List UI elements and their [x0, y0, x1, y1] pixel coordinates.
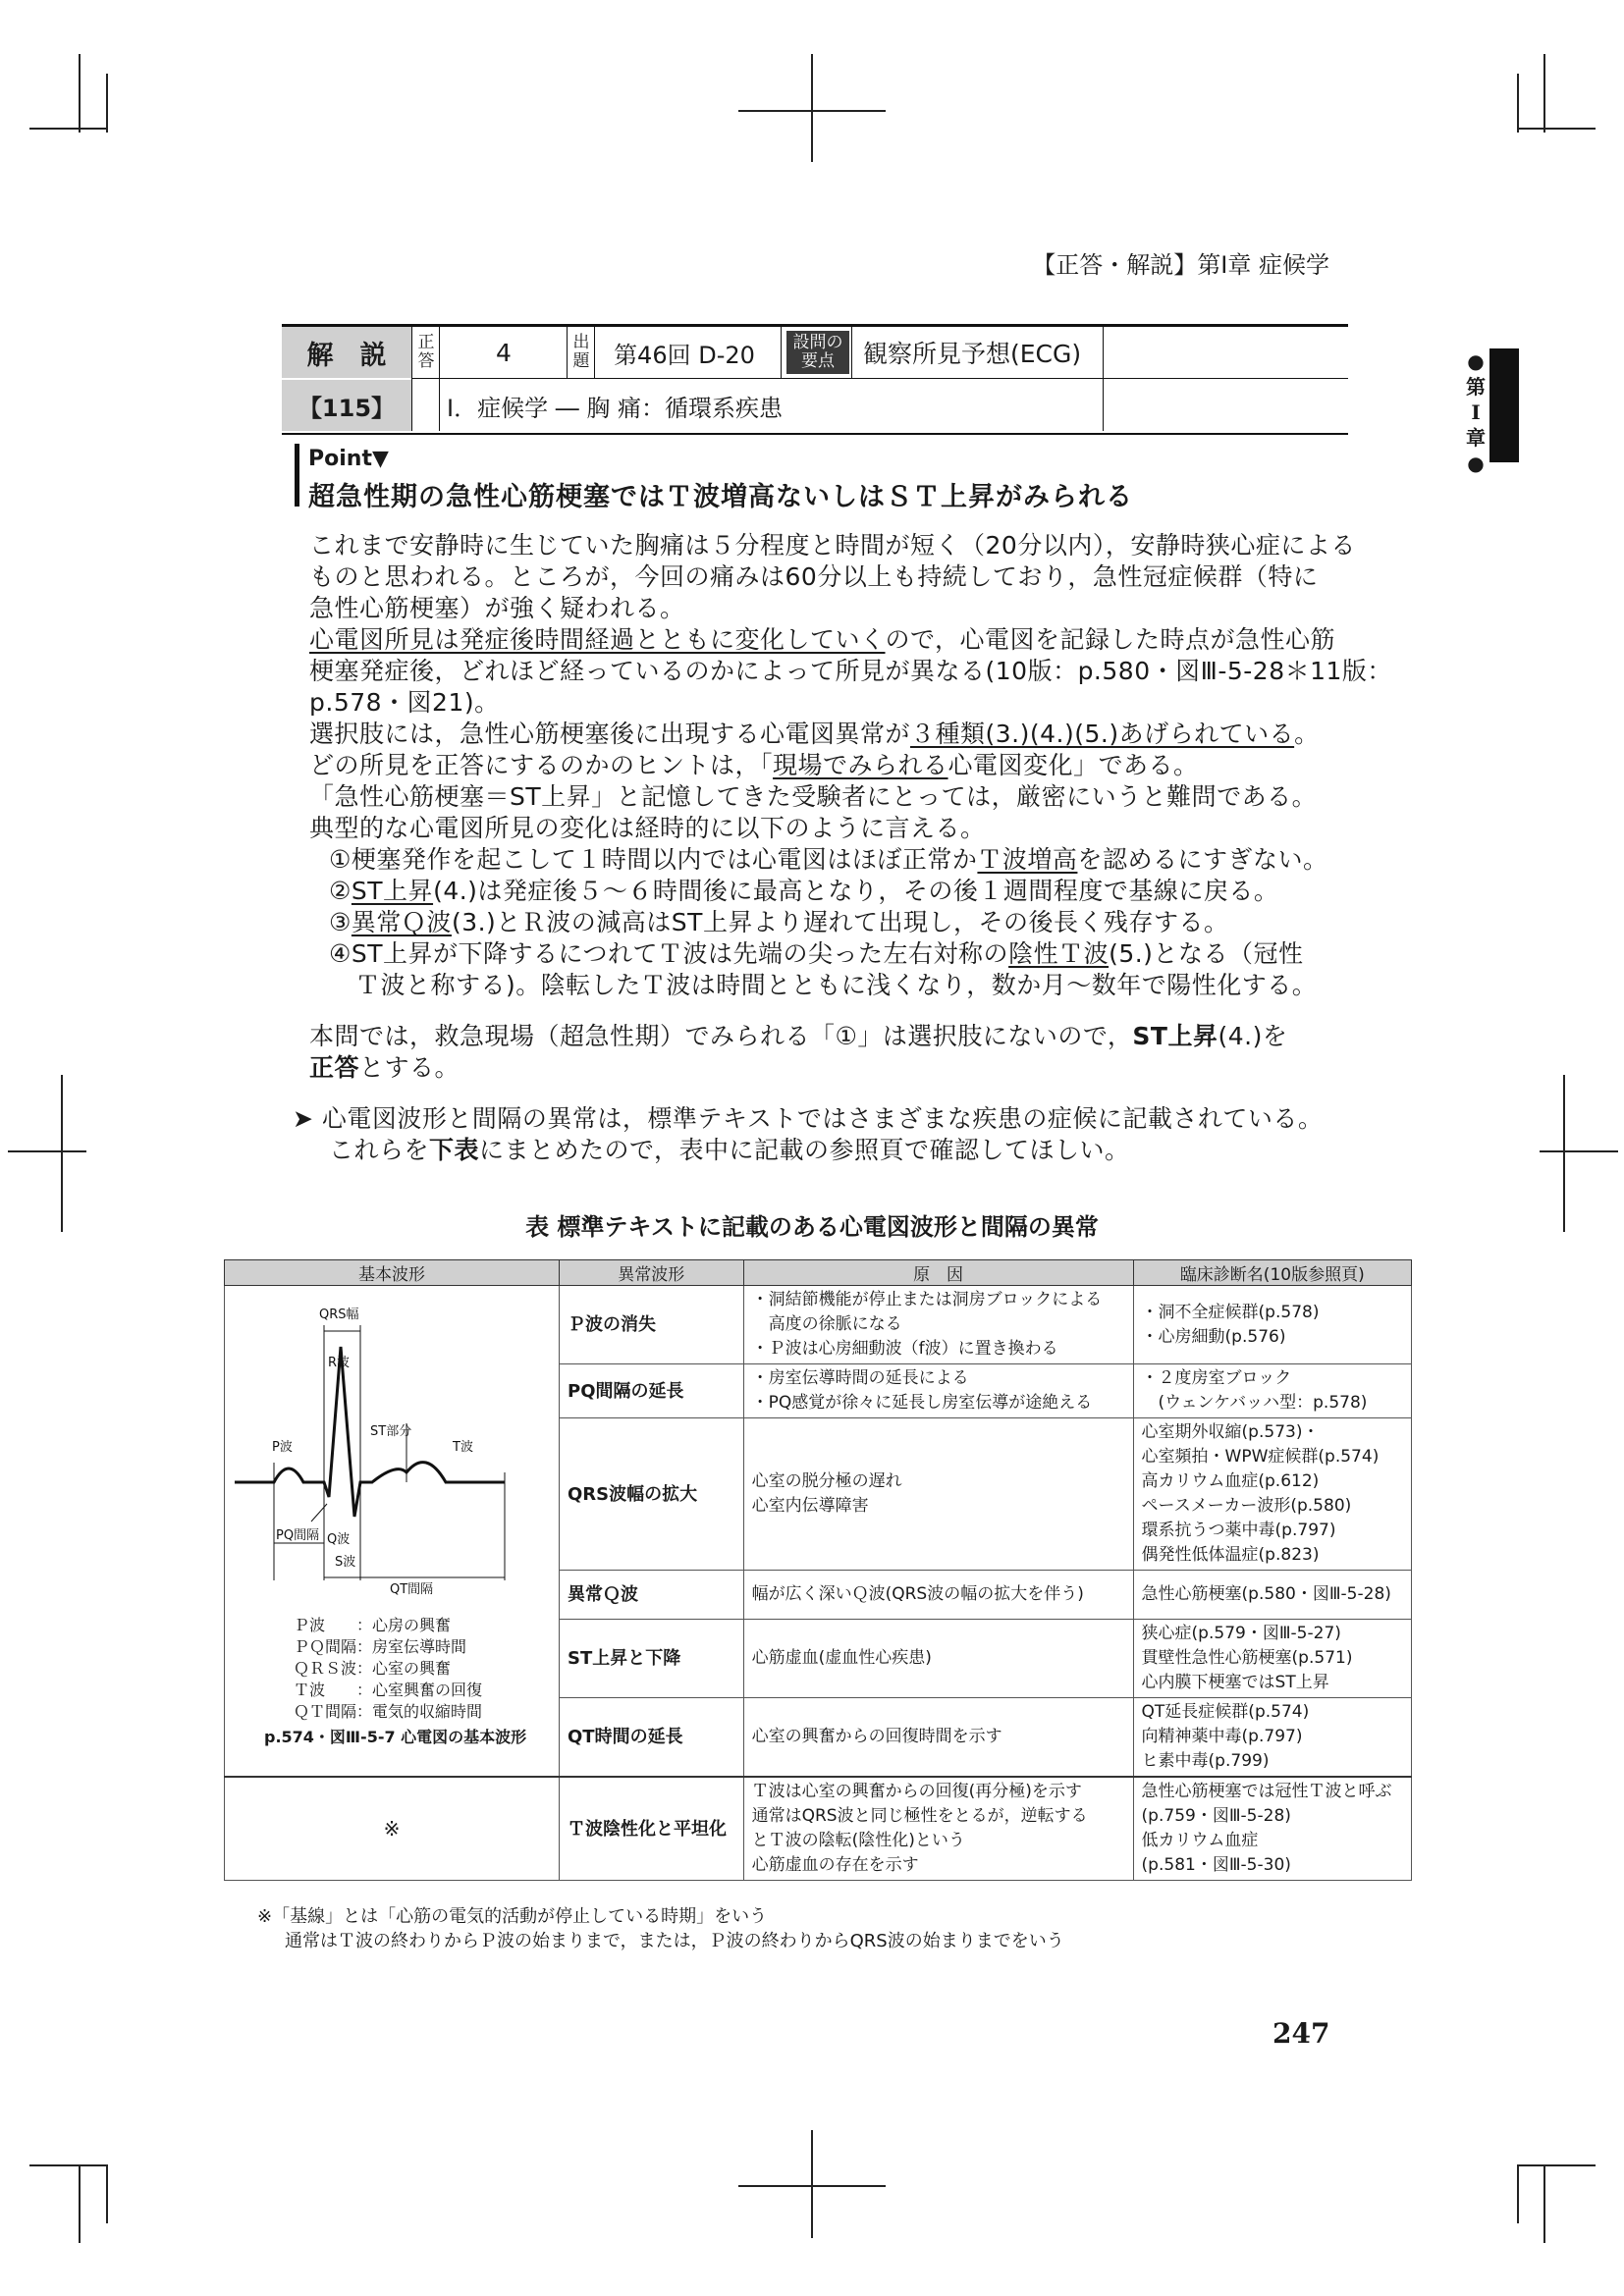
- note-line: ➤ 心電図波形と間隔の異常は，標準テキストではさまざまな疾患の症候に記載されている。: [293, 1104, 1324, 1133]
- diagnosis-line: ・心房細動(p.576): [1141, 1326, 1286, 1347]
- text: にまとめたので，表中に記載の参照頁で確認してほしい。: [479, 1136, 1130, 1164]
- cause-line: 心室内伝導障害: [751, 1496, 869, 1516]
- emphasis: ST上昇: [1132, 1022, 1218, 1050]
- answer-value: 4: [496, 338, 512, 367]
- text: 。: [1294, 720, 1320, 748]
- cause-line: ・PQ感覚が徐々に延長し房室伝導が途絶える: [751, 1393, 1093, 1413]
- emphasis: 心電図所見は発症後時間経過とともに変化していく: [309, 625, 886, 654]
- abnormal-name: Ｐ波の消失: [560, 1286, 744, 1364]
- cause-line: ・洞結節機能が停止または洞房ブロックによる: [751, 1290, 1103, 1309]
- figure-cell: [225, 1286, 560, 1778]
- label-s-wave: S波: [335, 1555, 356, 1570]
- list-item: [329, 903, 1228, 938]
- abnormal-name: ST上昇と下降: [560, 1620, 744, 1698]
- legend-line: ＰＱ間隔：房室伝導時間: [294, 1637, 467, 1656]
- footnote: 通常はＴ波の終わりからＰ波の始まりまで，または，Ｐ波の終わりからQRS波の始まりまでをいう: [285, 1931, 1064, 1951]
- abnormal-name: QT時間の延長: [560, 1698, 744, 1778]
- diagnosis-line: ・２度房室ブロック: [1141, 1368, 1292, 1388]
- diagnosis-line: ・洞不全症候群(p.578): [1141, 1302, 1320, 1322]
- asterisk-cell: ※: [225, 1777, 560, 1881]
- exam-id: 第46回 D-20: [614, 341, 755, 369]
- emphasis: 陰性Ｔ波: [1008, 939, 1110, 968]
- label-r-wave: R波: [328, 1356, 351, 1370]
- text: (4.)を: [1218, 1022, 1288, 1050]
- category: Ⅰ．症候学 ― 胸 痛：循環系疾患: [447, 394, 783, 422]
- kaisetsu-label: 解 説: [282, 327, 411, 378]
- cause-cell: [743, 1698, 1133, 1778]
- cause-line: ・Ｐ波は心房細動波（f波）に置き換わる: [751, 1339, 1058, 1359]
- diagnosis-line: (p.581・図Ⅲ-5-30): [1141, 1855, 1291, 1875]
- list-item-cont: Ｔ波と称する)。陰転したＴ波は時間とともに浅くなり，数か月～数年で陽性化する。: [355, 971, 1318, 999]
- cause-line: 心室の興奮からの回復時間を示す: [751, 1727, 1002, 1746]
- note-line: [329, 1131, 1130, 1166]
- table-row: [225, 1777, 1412, 1881]
- diagnosis-line: 高カリウム血症(p.612): [1141, 1471, 1320, 1491]
- emphasis: 現場でみられる: [773, 751, 948, 779]
- cause-cell: [743, 1364, 1133, 1418]
- ecg-table: [224, 1259, 1412, 1881]
- emphasis: 下表: [429, 1136, 480, 1164]
- body-line: [309, 1048, 460, 1084]
- diagnosis-line: (ウェンケバッハ型：p.578): [1141, 1393, 1368, 1413]
- list-item: [329, 872, 1278, 907]
- diagnosis-cell: [1133, 1571, 1411, 1620]
- label-p-wave: P波: [272, 1440, 293, 1455]
- cause-line: 心筋虚血(虚血性心疾患): [751, 1648, 932, 1668]
- diagnosis-line: 心室頻拍・WPW症候群(p.574): [1141, 1447, 1380, 1467]
- table-row: [225, 1286, 1412, 1364]
- col-header: 基本波形: [225, 1260, 560, 1286]
- text: これらを: [329, 1136, 430, 1164]
- cause-line: とＴ波の陰転(陰性化)という: [751, 1831, 965, 1850]
- diagnosis-line: ペースメーカー波形(p.580): [1141, 1496, 1352, 1516]
- cause-cell: [743, 1418, 1133, 1571]
- body-line: p.578・図21)。: [309, 688, 500, 717]
- cause-line: 高度の徐脈になる: [751, 1314, 902, 1334]
- text: ので，心電図を記録した時点が急性心筋: [885, 625, 1336, 654]
- abnormal-name: Ｔ波陰性化と平坦化: [560, 1777, 744, 1881]
- diagnosis-cell: [1133, 1286, 1411, 1364]
- emphasis: 異常Ｑ波: [351, 908, 452, 936]
- label-qrs-width: QRS幅: [319, 1308, 359, 1322]
- label-st-segment: ST部分: [370, 1424, 412, 1439]
- cause-line: 通常はQRS波と同じ極性をとるが，逆転する: [751, 1806, 1088, 1826]
- body-line: これまで安静時に生じていた胸痛は５分程度と時間が短く（20分以内），安静時狭心症による: [309, 531, 1356, 560]
- diagnosis-line: 偶発性低体温症(p.823): [1141, 1545, 1320, 1565]
- text: ④ST上昇が下降するにつれてＴ波は先端の尖った左右対称の: [329, 939, 1009, 968]
- chapter-tab: [1489, 348, 1519, 462]
- body-line: 梗塞発症後，どれほど経っているのかによって所見が異なる(10版：p.580・図Ⅲ-5-28＊11版：: [309, 657, 1392, 685]
- cause-line: 心室の脱分極の遅れ: [751, 1471, 902, 1491]
- legend-line: Ｐ波 ：心房の興奮: [294, 1616, 452, 1634]
- yoten-label: 設問の要点: [786, 331, 849, 374]
- abnormal-name: QRS波幅の拡大: [560, 1418, 744, 1571]
- text: とする。: [359, 1053, 460, 1082]
- cause-cell: [743, 1620, 1133, 1698]
- cause-cell: [743, 1571, 1133, 1620]
- label-q-wave: Q波: [327, 1532, 351, 1547]
- shudai-label: 出題: [572, 333, 590, 371]
- text: 心電図変化」である。: [947, 751, 1199, 779]
- cause-line: 幅が広く深いＱ波(QRS波の幅の拡大を伴う): [751, 1584, 1084, 1604]
- legend-line: ＱＴ間隔：電気的収縮時間: [294, 1702, 483, 1721]
- diagnosis-line: QT延長症候群(p.574): [1141, 1702, 1310, 1722]
- cause-line: 心筋虚血の存在を示す: [751, 1855, 919, 1875]
- figure-legend: [264, 1615, 527, 1748]
- list-item: [329, 840, 1327, 876]
- point-bar: [295, 444, 299, 507]
- diagnosis-cell: [1133, 1777, 1411, 1881]
- cause-line: ・房室伝導時間の延長による: [751, 1368, 969, 1388]
- diagnosis-line: 低カリウム血症: [1141, 1831, 1259, 1850]
- figure-caption: p.574・図Ⅲ-5-7 心電図の基本波形: [264, 1728, 527, 1746]
- body-line: [309, 620, 1335, 656]
- emphasis: ３種類(3.)(4.)(5.)あげられている: [910, 720, 1295, 748]
- text: ②: [329, 877, 352, 905]
- label-t-wave: T波: [453, 1440, 473, 1455]
- diagnosis-cell: [1133, 1364, 1411, 1418]
- footnote: ※「基線」とは「心筋の電気的活動が停止している時期」をいう: [257, 1906, 768, 1927]
- text: ①梗塞発作を起こして１時間以内では心電図はほぼ正常か: [329, 845, 978, 874]
- diagnosis-line: (p.759・図Ⅲ-5-28): [1141, 1806, 1291, 1826]
- diagnosis-line: 狭心症(p.579・図Ⅲ-5-27): [1141, 1624, 1341, 1643]
- table-title: 表 標準テキストに記載のある心電図波形と間隔の異常: [525, 1213, 1099, 1241]
- label-qt-interval: QT間隔: [390, 1582, 434, 1597]
- body-line: 急性心筋梗塞）が強く疑われる。: [309, 594, 685, 622]
- body-line: [309, 746, 1199, 781]
- diagnosis-line: 心室期外収縮(p.573)・: [1141, 1422, 1320, 1442]
- cause-cell: [743, 1286, 1133, 1364]
- text: 選択肢には，急性心筋梗塞後に出現する心電図異常が: [309, 720, 911, 748]
- emphasis: Ｔ波増高: [977, 845, 1078, 874]
- body-line: 「急性心筋梗塞＝ST上昇」と記憶してきた受験者にとっては，厳密にいうと難問である。: [309, 782, 1318, 811]
- col-header: 臨床診断名(10版参照頁): [1133, 1260, 1411, 1286]
- diagnosis-line: 急性心筋梗塞では冠性Ｔ波と呼ぶ: [1141, 1782, 1392, 1801]
- body-line: [309, 1017, 1287, 1052]
- text: (4.)は発症後５～６時間後に最高となり，その後１週間程度で基線に戻る。: [433, 877, 1279, 905]
- text: を認めるにすぎない。: [1077, 845, 1328, 874]
- diagnosis-line: ヒ素中毒(p.799): [1141, 1751, 1270, 1771]
- diagnosis-line: 貫壁性急性心筋梗塞(p.571): [1141, 1648, 1353, 1668]
- diagnosis-line: 向精神薬中毒(p.797): [1141, 1727, 1303, 1746]
- answer-header: [282, 324, 1348, 435]
- point-label: Point▼: [308, 447, 389, 471]
- point-title: 超急性期の急性心筋梗塞ではＴ波増高ないしはＳＴ上昇がみられる: [308, 482, 1133, 512]
- text: どの所見を正答にするのかのヒントは，「: [309, 751, 774, 779]
- text: (3.)とＲ波の減高はST上昇より遅れて出現し，その後長く残存する。: [451, 908, 1229, 936]
- question-number: 【115】: [282, 380, 411, 431]
- diagnosis-cell: [1133, 1698, 1411, 1778]
- text: (5.)となる（冠性: [1109, 939, 1304, 968]
- seito-label: 正答: [417, 333, 435, 371]
- chapter-tab-label: ●第Ⅰ章●: [1466, 349, 1486, 475]
- emphasis: ST上昇: [351, 877, 434, 905]
- emphasis: 正答: [309, 1053, 360, 1082]
- text: ③: [329, 908, 352, 936]
- legend-line: ＱＲＳ波：心室の興奮: [294, 1659, 452, 1678]
- label-pq-interval: PQ間隔: [276, 1528, 320, 1543]
- diagnosis-line: 心内膜下梗塞ではST上昇: [1141, 1673, 1329, 1692]
- diagnosis-line: 急性心筋梗塞(p.580・図Ⅲ-5-28): [1141, 1584, 1391, 1604]
- diagnosis-cell: [1133, 1620, 1411, 1698]
- diagnosis-line: 環系抗うつ薬中毒(p.797): [1141, 1521, 1336, 1540]
- body-line: [309, 715, 1320, 750]
- cause-line: Ｔ波は心室の興奮からの回復(再分極)を示す: [751, 1782, 1082, 1801]
- abnormal-name: 異常Ｑ波: [560, 1571, 744, 1620]
- list-item: [329, 934, 1303, 970]
- body-line: 典型的な心電図所見の変化は経時的に以下のように言える。: [309, 814, 986, 842]
- page-number: 247: [1272, 2017, 1330, 2050]
- body-line: ものと思われる。ところが，今回の痛みは60分以上も持続しており，急性冠症候群（特に: [309, 562, 1319, 591]
- running-head: 【正答・解説】第Ⅰ章 症候学: [1032, 251, 1329, 279]
- text: 本問では，救急現場（超急性期）でみられる「①」は選択肢にないので，: [309, 1022, 1133, 1050]
- col-header: 原 因: [743, 1260, 1133, 1286]
- legend-line: Ｔ波 ：心室興奮の回復: [294, 1681, 483, 1699]
- col-header: 異常波形: [560, 1260, 744, 1286]
- cause-cell: [743, 1777, 1133, 1881]
- summary: 観察所見予想(ECG): [863, 340, 1082, 368]
- abnormal-name: PQ間隔の延長: [560, 1364, 744, 1418]
- diagnosis-cell: [1133, 1418, 1411, 1571]
